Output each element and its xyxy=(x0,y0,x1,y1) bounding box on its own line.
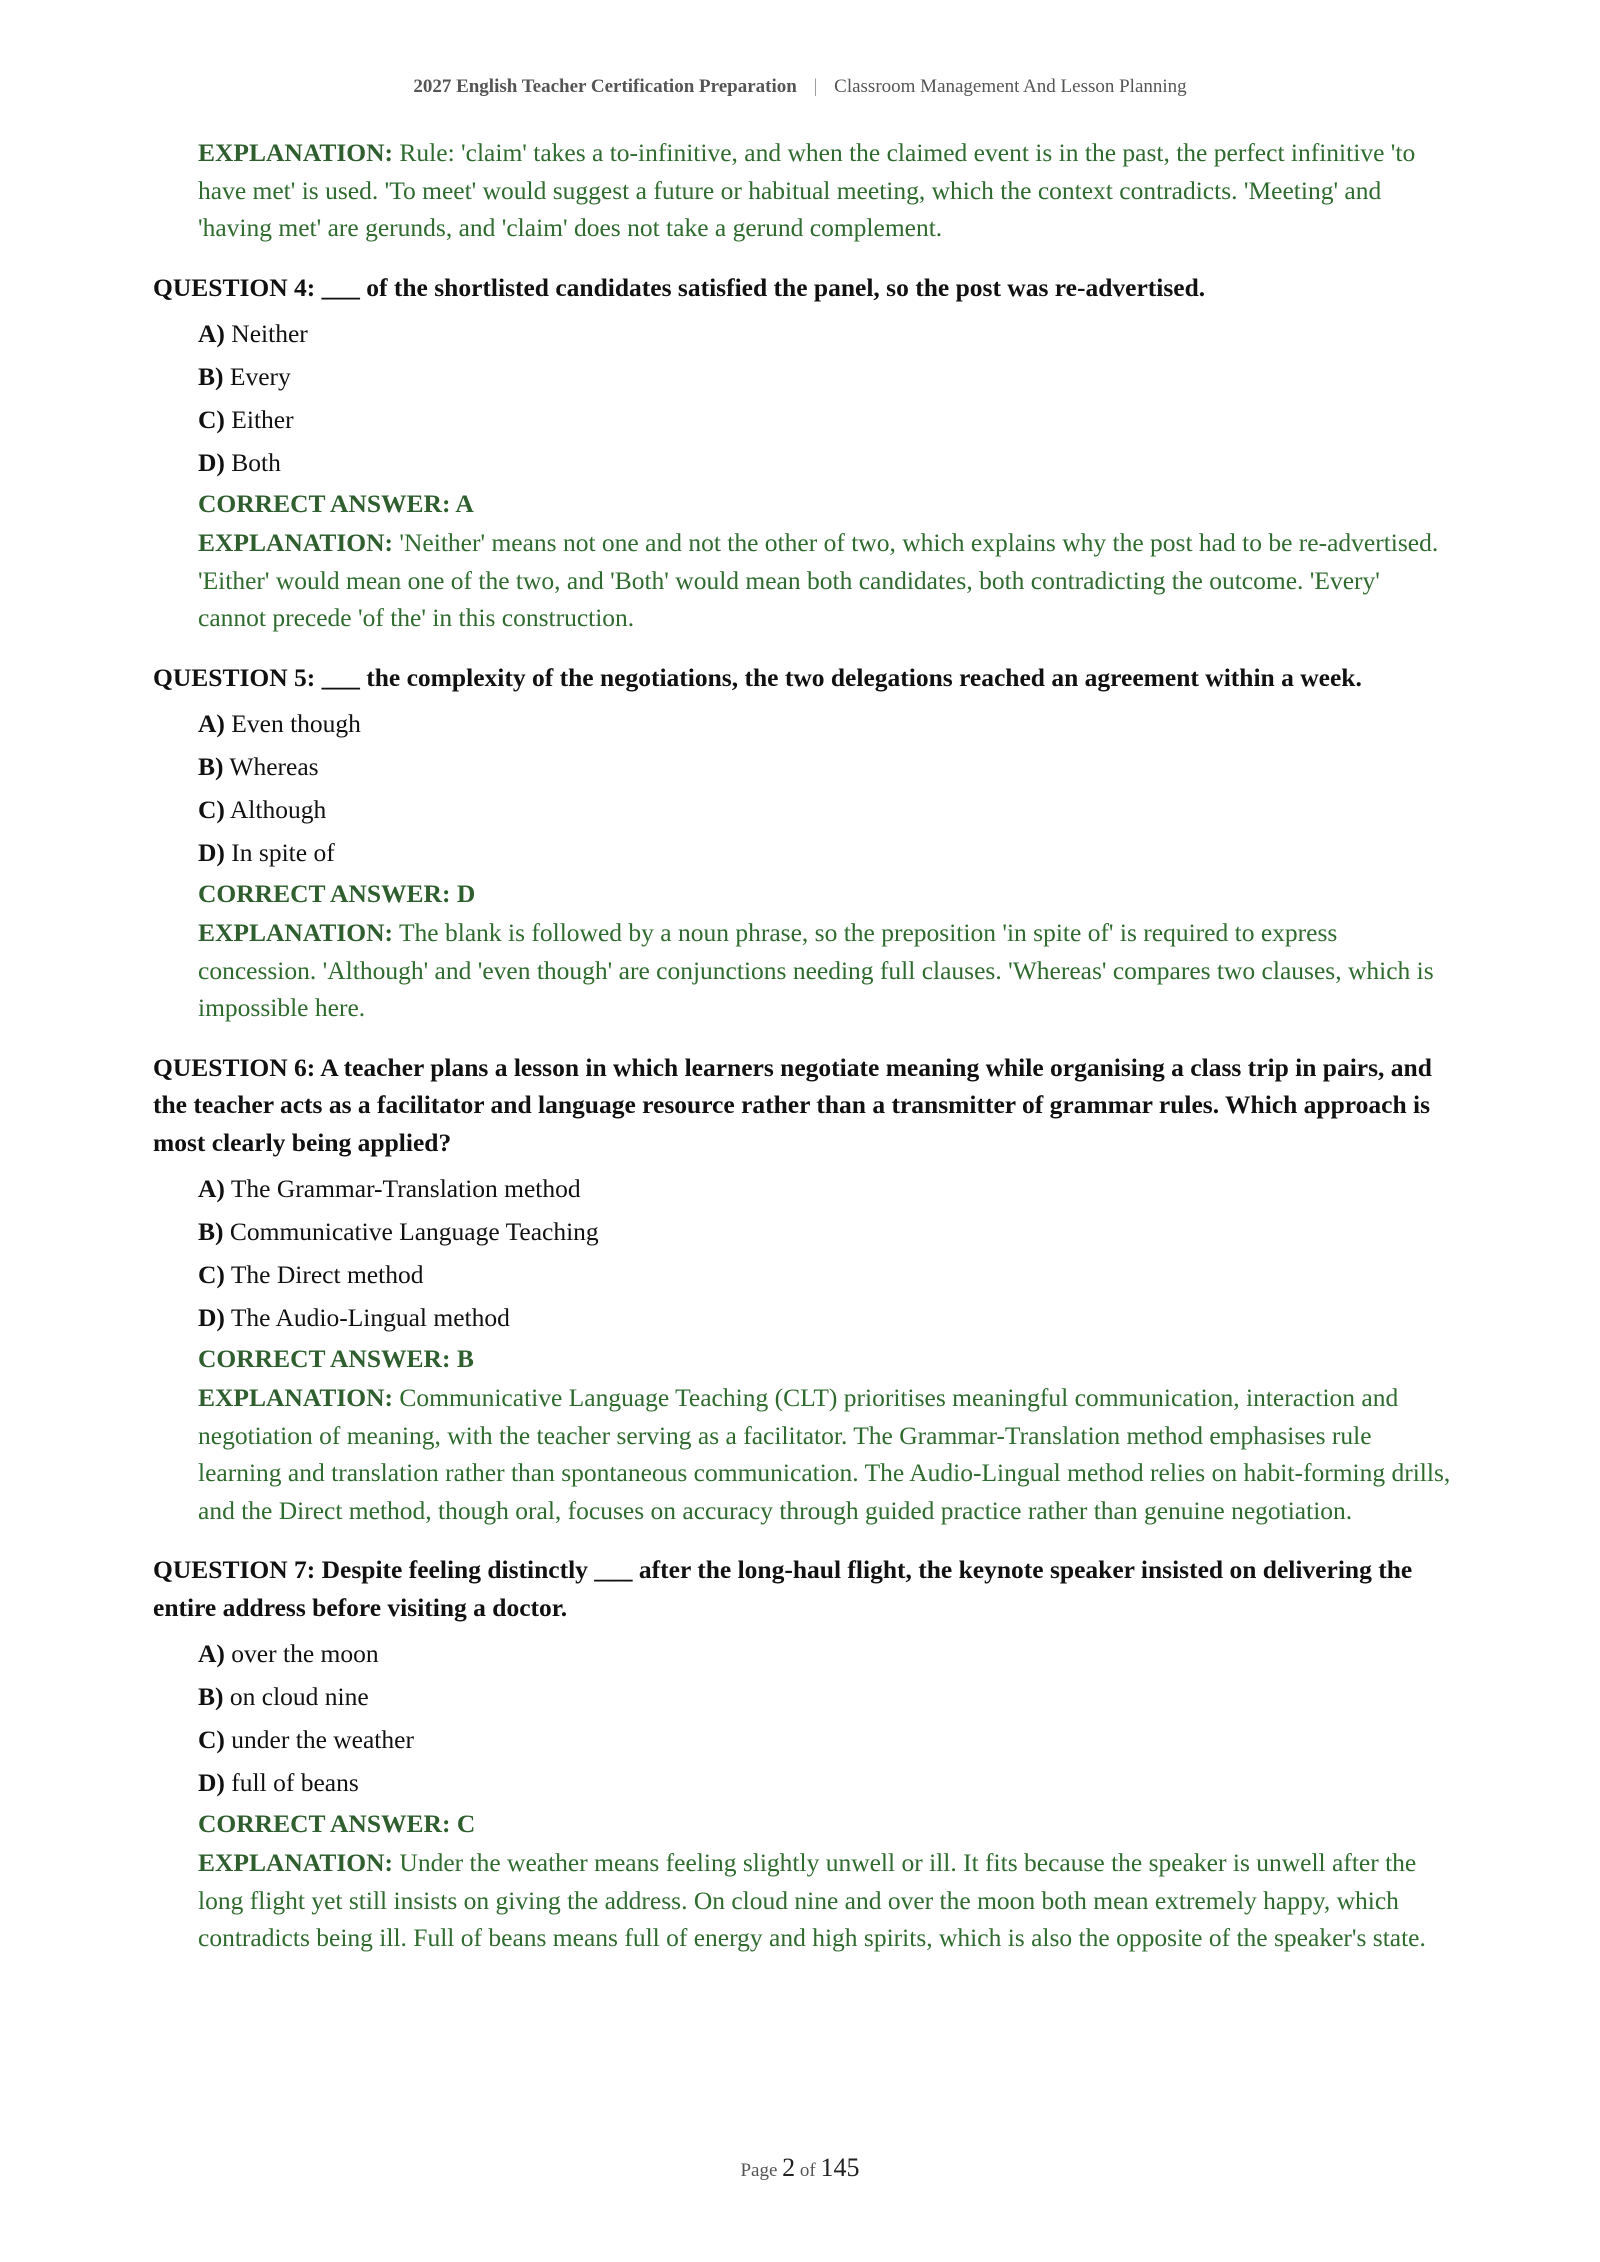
section-title: Classroom Management And Lesson Planning xyxy=(834,76,1187,97)
option-letter: D) xyxy=(198,1768,225,1797)
option-letter: B) xyxy=(198,1217,224,1246)
option-text: The Direct method xyxy=(230,1260,424,1289)
total-pages: 145 xyxy=(820,2153,860,2182)
question-block xyxy=(153,269,1453,637)
option-list xyxy=(198,312,1453,484)
question-block xyxy=(153,1049,1453,1530)
option-letter: D) xyxy=(198,1303,225,1332)
explanation-text: The blank is followed by a noun phrase, so the preposition 'in spite of' is required to express concession. 'Although' and 'even though' are conjunctions needing full clauses. 'Whereas' compares two clauses, which is impossible here. xyxy=(198,918,1434,1022)
option-c xyxy=(198,1253,1453,1296)
option-d xyxy=(198,831,1453,874)
option-text: Even though xyxy=(231,709,361,738)
book-title: 2027 English Teacher Certification Preparation xyxy=(413,76,797,97)
question-stem xyxy=(153,269,1453,307)
option-letter: C) xyxy=(198,1260,225,1289)
option-text: full of beans xyxy=(231,1768,359,1797)
option-b xyxy=(198,1210,1453,1253)
option-text: The Grammar-Translation method xyxy=(230,1174,581,1203)
question-stem xyxy=(153,1049,1453,1162)
option-text: The Audio-Lingual method xyxy=(230,1303,510,1332)
of-word: of xyxy=(799,2160,816,2181)
option-text: Although xyxy=(229,795,327,824)
option-text: Neither xyxy=(231,319,308,348)
answer-label: CORRECT ANSWER: xyxy=(198,1809,451,1838)
option-letter: A) xyxy=(198,1174,225,1203)
option-c xyxy=(198,788,1453,831)
option-a xyxy=(198,312,1453,355)
question-number: QUESTION 4: xyxy=(153,272,316,302)
question-text: ___ of the shortlisted candidates satisfied the panel, so the post was re-advertised. xyxy=(321,272,1206,302)
explanation-block xyxy=(198,1844,1453,1957)
option-text: on cloud nine xyxy=(229,1682,369,1711)
option-list xyxy=(198,1632,1453,1804)
question-number: QUESTION 6: xyxy=(153,1052,316,1082)
option-text: under the weather xyxy=(231,1725,414,1754)
option-letter: A) xyxy=(198,319,225,348)
option-b xyxy=(198,1675,1453,1718)
explanation-label: EXPLANATION: xyxy=(198,1383,394,1412)
explanation-text: Under the weather means feeling slightly unwell or ill. It fits because the speaker is unwell after the long flight yet still insists on giving the address. On cloud nine and over the moon both mean extremely happy, which contradicts being ill. Full of beans means full of energy and high spirits, which is also the opposite of the speaker's state. xyxy=(198,1848,1426,1952)
option-c xyxy=(198,1718,1453,1761)
correct-answer xyxy=(198,1339,1453,1379)
question-stem xyxy=(153,1551,1453,1626)
option-letter: C) xyxy=(198,795,225,824)
answer-letter: C xyxy=(456,1809,476,1838)
option-letter: C) xyxy=(198,1725,225,1754)
option-d xyxy=(198,1296,1453,1339)
option-b xyxy=(198,745,1453,788)
option-d xyxy=(198,1761,1453,1804)
option-letter: B) xyxy=(198,1682,224,1711)
option-letter: D) xyxy=(198,838,225,867)
question-text: ___ the complexity of the negotiations, the two delegations reached an agreement within a week. xyxy=(321,662,1362,692)
page-word: Page xyxy=(740,2160,778,2181)
question-number: QUESTION 5: xyxy=(153,662,316,692)
header-separator: | xyxy=(813,76,818,97)
option-b xyxy=(198,355,1453,398)
answer-letter: B xyxy=(456,1344,474,1373)
explanation-label: EXPLANATION: xyxy=(198,1848,394,1877)
option-letter: A) xyxy=(198,709,225,738)
question-block xyxy=(153,1551,1453,1957)
answer-label: CORRECT ANSWER: xyxy=(198,489,451,518)
option-a xyxy=(198,1167,1453,1210)
option-text: Both xyxy=(231,448,281,477)
question-text: A teacher plans a lesson in which learners negotiate meaning while organising a class trip in pairs, and the teacher acts as a facilitator and language resource rather than a transmitter of grammar rules. Which approach is most clearly being applied? xyxy=(153,1052,1432,1157)
answer-letter: A xyxy=(455,489,474,518)
question-number: QUESTION 7: xyxy=(153,1555,316,1584)
option-letter: C) xyxy=(198,405,225,434)
option-text: Either xyxy=(231,405,294,434)
option-list xyxy=(198,702,1453,874)
explanation-block xyxy=(198,914,1453,1027)
option-text: Every xyxy=(229,362,291,391)
option-letter: A) xyxy=(198,1639,225,1668)
page-footer xyxy=(0,2153,1600,2183)
option-text: Communicative Language Teaching xyxy=(229,1217,599,1246)
page-content xyxy=(153,134,1453,1957)
answer-label: CORRECT ANSWER: xyxy=(198,1344,451,1373)
explanation-block xyxy=(198,524,1453,637)
question-text: Despite feeling distinctly ___ after the long-haul flight, the keynote speaker insisted on delivering the entire address before visiting a doctor. xyxy=(153,1555,1413,1622)
option-list xyxy=(198,1167,1453,1339)
option-letter: B) xyxy=(198,752,224,781)
explanation-text: Communicative Language Teaching (CLT) prioritises meaningful communication, interaction and negotiation of meaning, with the teacher serving as a facilitator. The Grammar-Translation method emphasises rule learning and translation rather than spontaneous communication. The Audio-Lingual method relies on habit-forming drills, and the Direct method, though oral, focuses on accuracy through guided practice rather than genuine negotiation. xyxy=(198,1383,1451,1525)
option-c xyxy=(198,398,1453,441)
explanation-label: EXPLANATION: xyxy=(198,918,394,947)
correct-answer xyxy=(198,1804,1453,1844)
explanation-block xyxy=(198,134,1453,247)
explanation-text: 'Neither' means not one and not the other of two, which explains why the post had to be re-advertised. 'Either' would mean one of the two, and 'Both' would mean both candidates, both contradicting the outcome. 'Every' cannot precede 'of the' in this construction. xyxy=(198,528,1439,632)
explanation-block xyxy=(198,1379,1453,1529)
option-letter: D) xyxy=(198,448,225,477)
option-text: In spite of xyxy=(231,838,335,867)
option-a xyxy=(198,702,1453,745)
answer-label: CORRECT ANSWER: xyxy=(198,879,451,908)
question-block xyxy=(153,659,1453,1027)
option-text: Whereas xyxy=(229,752,319,781)
correct-answer xyxy=(198,874,1453,914)
page-number: 2 xyxy=(782,2153,796,2182)
explanation-text: Rule: 'claim' takes a to-infinitive, and when the claimed event is in the past, the perfect infinitive 'to have met' is used. 'To meet' would suggest a future or habitual meeting, which the context contradicts. 'Meeting' and 'having met' are gerunds, and 'claim' does not take a gerund complement. xyxy=(198,138,1416,242)
question-stem xyxy=(153,659,1453,697)
option-text: over the moon xyxy=(231,1639,379,1668)
option-d xyxy=(198,441,1453,484)
correct-answer xyxy=(198,484,1453,524)
option-letter: B) xyxy=(198,362,224,391)
explanation-label: EXPLANATION: xyxy=(198,528,394,557)
answer-letter: D xyxy=(456,879,476,908)
explanation-label: EXPLANATION: xyxy=(198,138,394,167)
option-a xyxy=(198,1632,1453,1675)
page-header xyxy=(0,76,1600,98)
